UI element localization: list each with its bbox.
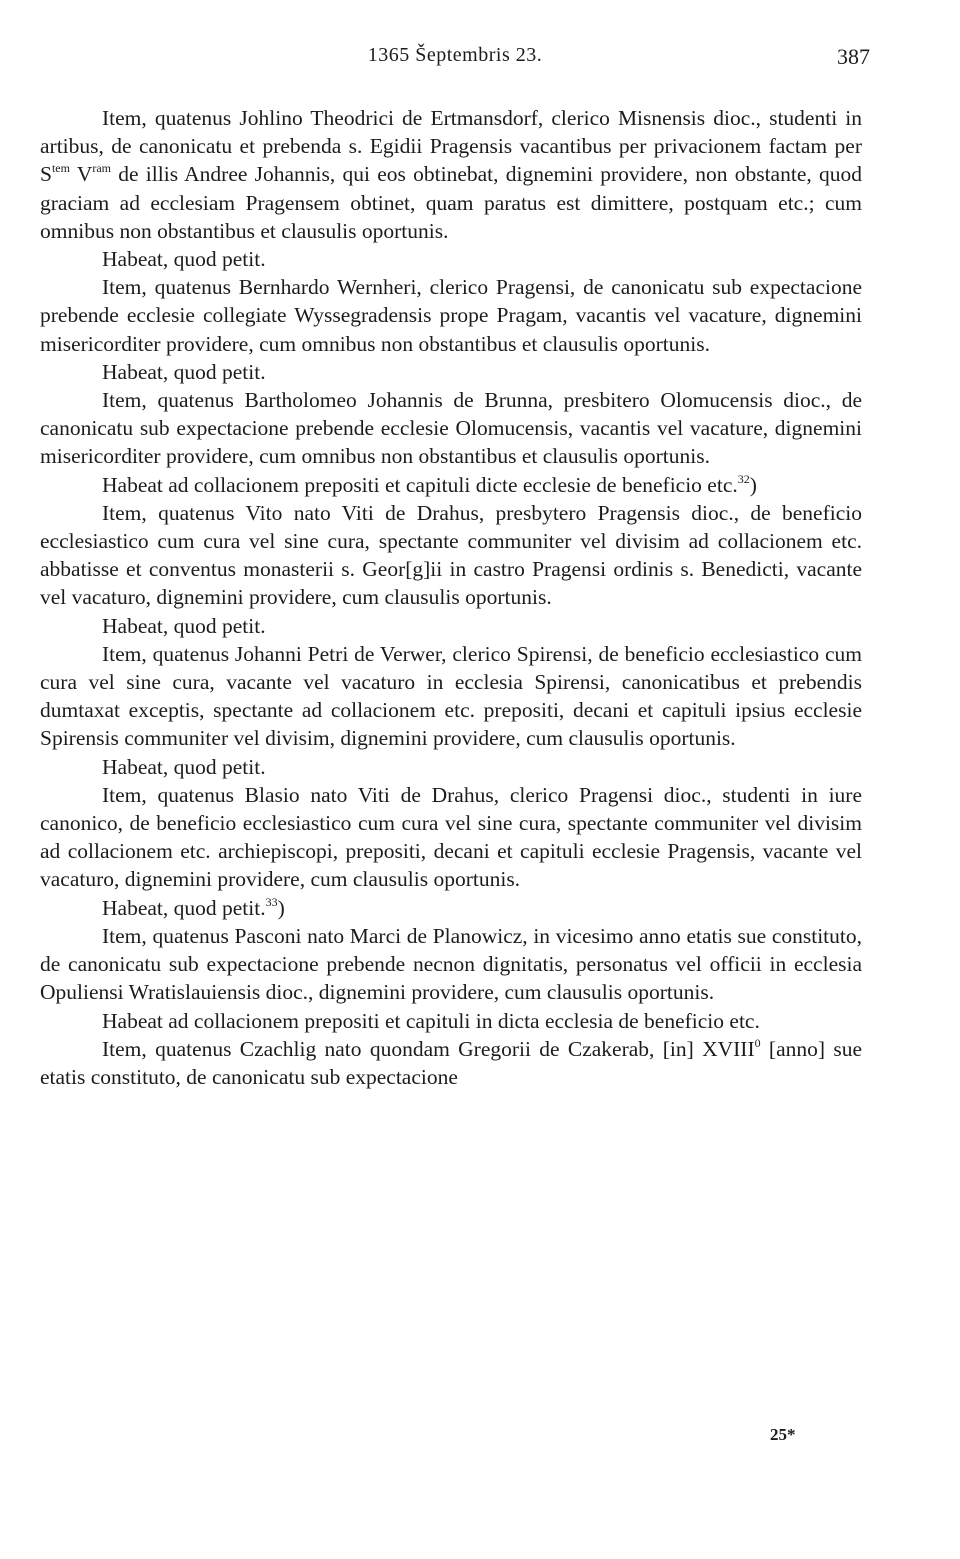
page-header xyxy=(40,44,870,76)
text-run: Item, quatenus Blasio nato Viti de Drahus, clerico Pragensi dioc., studenti in iure canonico, de beneficio ecclesiastico cum cura vel sine cura, spectante communiter vel divisim ad collacionem etc. archiepiscopi, prepositi, decani et capituli ecclesie Pragensis, vacante vel vacaturo, dignemini providere, cum clausulis oportunis. xyxy=(40,782,862,892)
petition-paragraph xyxy=(40,1035,862,1091)
habeat-line xyxy=(40,471,862,499)
text-run: Habeat, quod petit. xyxy=(102,895,266,920)
text-run: Item, quatenus Johlino Theodrici de Ertmansdorf, clerico Misnensis dioc., studenti in artibus, de canonicatu et prebenda s. Egidii Pragensis vacantibus per privacionem factam per S xyxy=(40,106,862,187)
habeat-line xyxy=(40,358,862,386)
superscript: 0 xyxy=(754,1035,761,1050)
petition-paragraph xyxy=(40,781,862,894)
text-run: Habeat ad collacionem prepositi et capituli in dicta ecclesia de beneficio etc. xyxy=(102,1008,760,1033)
text-run: Item, quatenus Czachlig nato quondam Gregorii de Czakerab, [in] XVIII xyxy=(102,1036,755,1061)
petition-paragraph xyxy=(40,922,862,1007)
document-body xyxy=(40,104,862,1091)
text-run: Habeat, quod petit. xyxy=(102,754,266,779)
text-run: ) xyxy=(277,895,285,920)
text-run: Item, quatenus Pasconi nato Marci de Planowicz, in vicesimo anno etatis sue constituto, de canonicatu sub expectacione prebende necnon dignitatis, personatus vel officii in ecclesia Opuliensi Wratislauiensis dioc., dignemini providere, cum clausulis oportunis. xyxy=(40,923,862,1005)
petition-paragraph xyxy=(40,273,862,358)
superscript: tem xyxy=(51,161,70,176)
text-run: Item, quatenus Vito nato Viti de Drahus, presbytero Pragensis dioc., de beneficio ecclesiastico cum cura vel sine cura, spectante communiter vel divisim ad collacionem etc. abbatisse et conventus monasterii s. Geor[g]ii in castro Pragensi ordinis s. Benedicti, vacante vel vacaturo, dignemini providere, cum clausulis oportunis. xyxy=(40,500,862,610)
text-run: de illis Andree Johannis, qui eos obtinebat, dignemini providere, non obstante, quod graciam ad ecclesiam Pragensem obtinet, quam paratus est dimittere, postquam etc.; cum omnibus non obstantibus et clausulis oportunis. xyxy=(40,162,862,243)
petition-paragraph xyxy=(40,499,862,612)
text-run: Item, quatenus Johanni Petri de Verwer, clerico Spirensi, de beneficio ecclesiastico cum cura vel sine cura, vacante vel vacaturo in ecclesia Spirensi, canonicatibus et prebendis dumtaxat exceptis, spectante ad collacionem etc. prepositi, decani et capituli ipsius ecclesie Spirensis communiter vel divisim, dignemini providere, cum clausulis oportunis. xyxy=(40,641,862,751)
habeat-line xyxy=(40,245,862,273)
text-run: V xyxy=(69,162,93,187)
habeat-line xyxy=(40,894,862,922)
text-run: Habeat ad collacionem prepositi et capituli dicte ecclesie de beneficio etc. xyxy=(102,472,738,497)
habeat-line xyxy=(40,753,862,781)
petition-paragraph xyxy=(40,386,862,471)
running-title: 1365 Šeptembris 23. xyxy=(367,44,543,66)
text-run: ) xyxy=(749,472,757,497)
text-run: [anno] sue etatis constituto, de canonicatu sub expectacione xyxy=(40,1036,862,1089)
text-run: Habeat, quod petit. xyxy=(102,247,266,272)
text-run: Habeat, quod petit. xyxy=(102,359,266,384)
habeat-line xyxy=(40,1007,862,1035)
superscript: 32 xyxy=(737,471,750,486)
habeat-line xyxy=(40,612,862,640)
page-number: 387 xyxy=(837,44,870,69)
text-run: Item, quatenus Bartholomeo Johannis de Brunna, presbitero Olomucensis dioc., de canonicatu sub expectacione prebende ecclesie Olomucensis, vacantis vel vacature, dignemini misericorditer providere, cum omnibus non obstantibus et clausulis oportunis. xyxy=(40,388,862,469)
petition-paragraph xyxy=(40,104,862,245)
text-run: Item, quatenus Bernhardo Wernheri, clerico Pragensi, de canonicatu sub expectacione prebende ecclesie collegiate Wyssegradensis prope Pragam, vacantis vel vacature, dignemini misericorditer providere, cum omnibus non obstantibus et clausulis oportunis. xyxy=(40,275,862,356)
petition-paragraph xyxy=(40,640,862,753)
text-run: Habeat, quod petit. xyxy=(102,613,266,638)
signature-mark: 25* xyxy=(770,1425,796,1444)
superscript: ram xyxy=(92,161,112,176)
superscript: 33 xyxy=(265,894,278,909)
